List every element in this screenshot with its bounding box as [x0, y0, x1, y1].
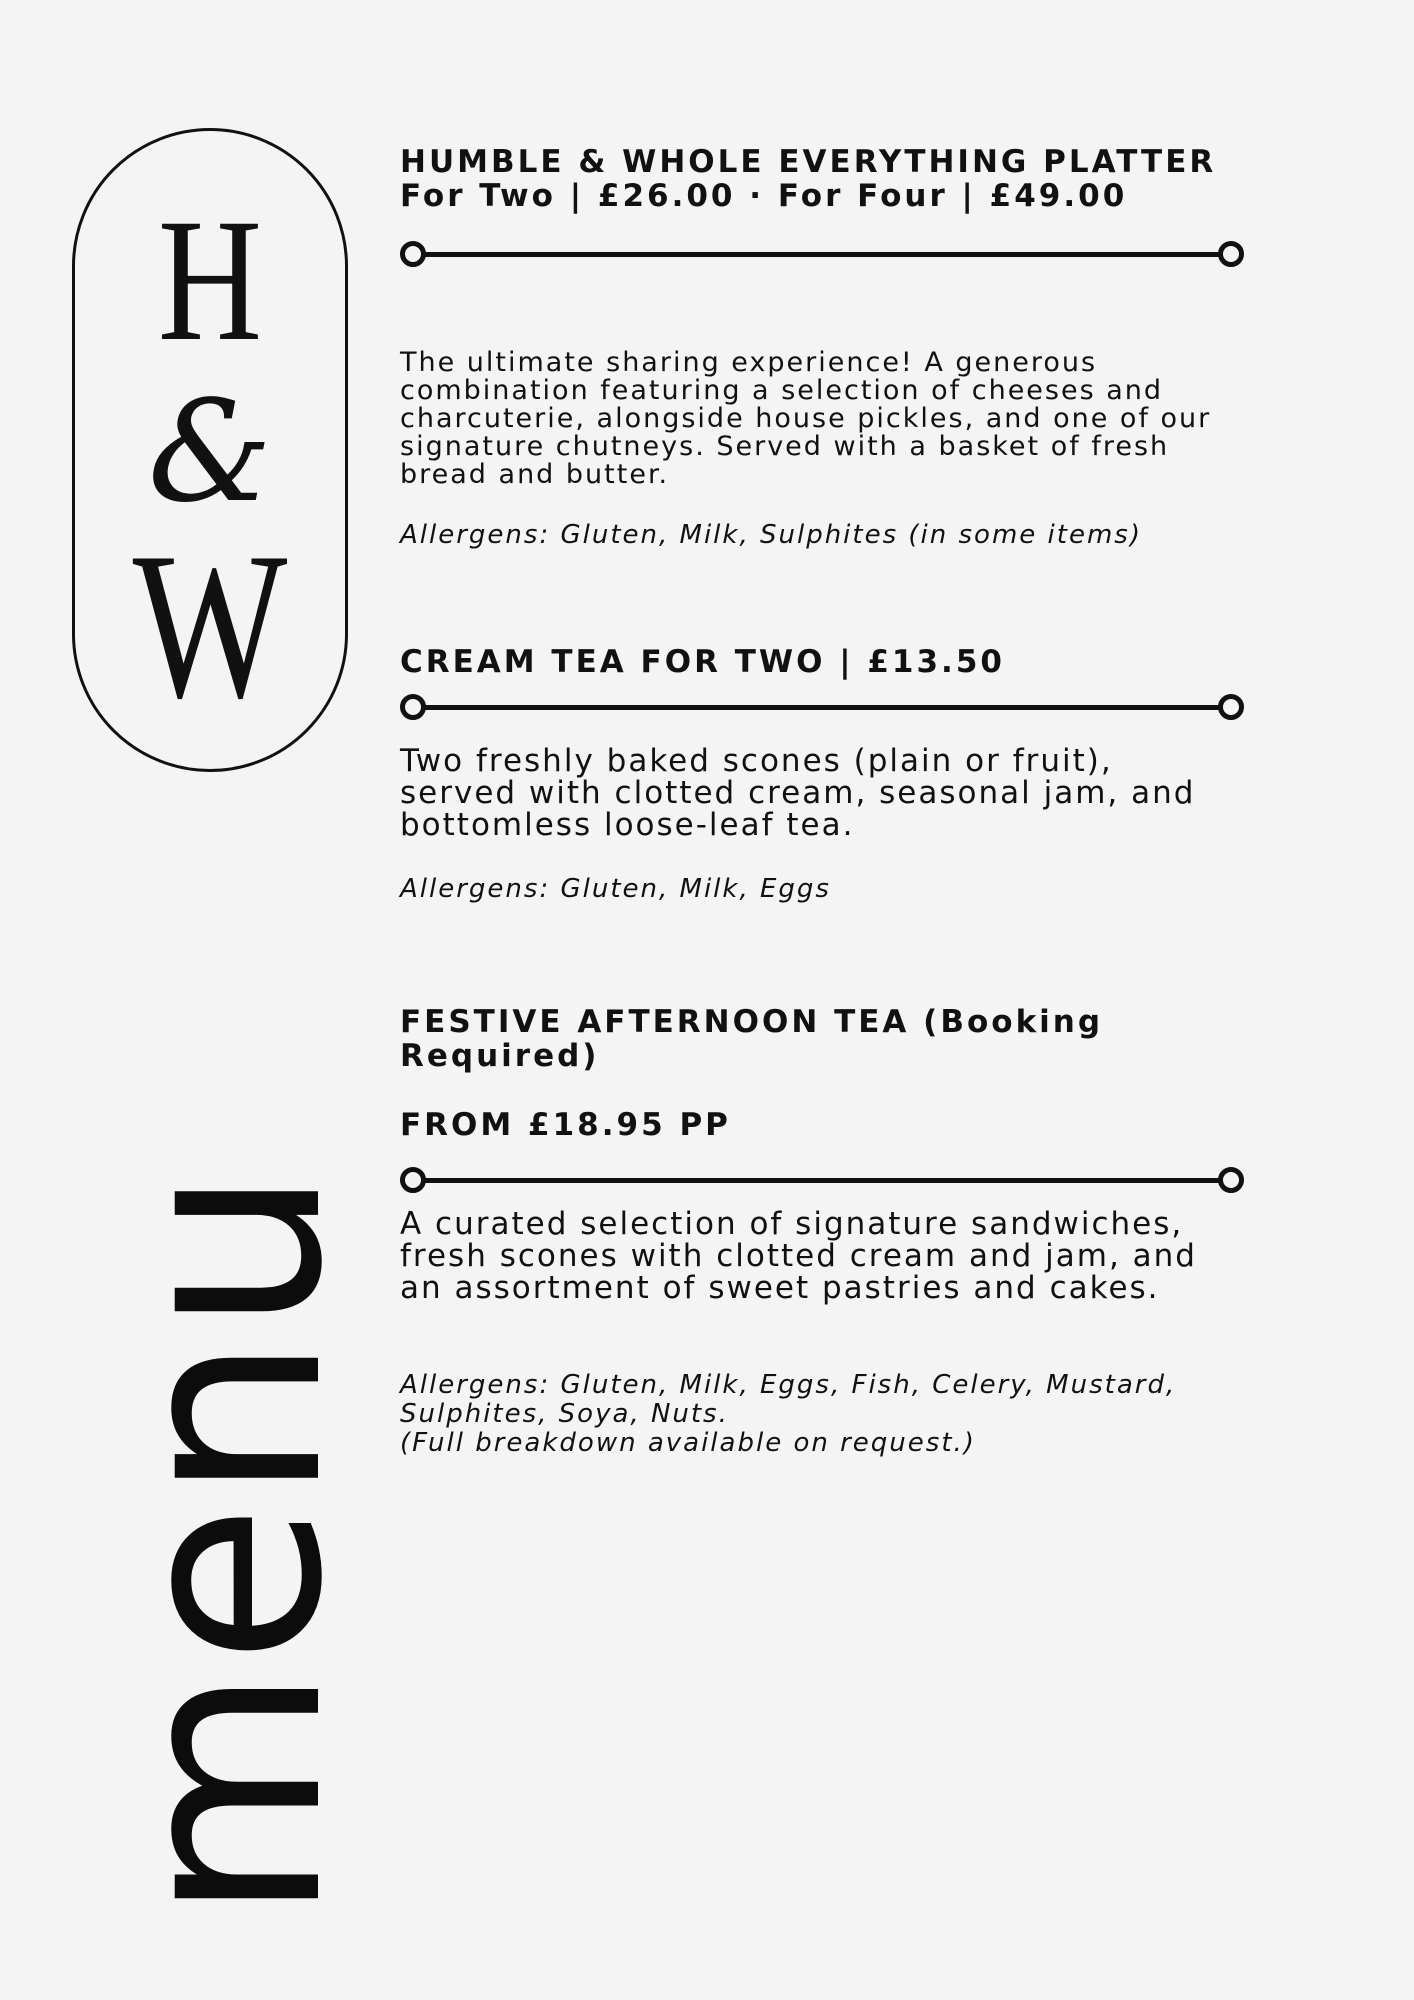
menu-side-title: menu	[75, 1165, 380, 1922]
divider-dot-left	[400, 241, 426, 267]
item-allergens: Allergens: Gluten, Milk, Eggs, Fish, Celery, Mustard, Sulphites, Soya, Nuts. (Full breakdown available on request.)	[400, 1370, 1177, 1458]
item-description: A curated selection of signature sandwiches, fresh scones with clotted cream and jam, and an assortment of sweet pastries and cakes.	[400, 1206, 1197, 1306]
item-price: FROM £18.95 PP	[400, 1107, 731, 1143]
divider-line	[413, 705, 1231, 710]
divider-dot-right	[1218, 241, 1244, 267]
divider	[400, 694, 1244, 720]
divider	[400, 1167, 1244, 1193]
item-allergens: Allergens: Gluten, Milk, Eggs	[400, 874, 831, 904]
divider-dot-right	[1218, 1167, 1244, 1193]
item-title: CREAM TEA FOR TWO | £13.50	[400, 644, 1005, 680]
divider-line	[413, 1178, 1231, 1183]
logo-ampersand: &	[147, 371, 273, 534]
divider-dot-left	[400, 694, 426, 720]
item-allergens: Allergens: Gluten, Milk, Sulphites (in some items)	[400, 520, 1142, 550]
item-description: Two freshly baked scones (plain or fruit), served with clotted cream, seasonal jam, and bottomless loose-leaf tea.	[400, 743, 1196, 843]
item-title: HUMBLE & WHOLE EVERYTHING PLATTER	[400, 144, 1217, 180]
logo-badge	[72, 128, 348, 772]
divider-line	[413, 252, 1231, 257]
logo-letter-h: H	[157, 183, 263, 378]
item-price: For Two | £26.00 · For Four | £49.00	[400, 178, 1128, 214]
logo-letter-w: W	[132, 510, 288, 742]
item-description: The ultimate sharing experience! A generous combination featuring a selection of cheeses and charcuterie, alongside house pickles, and one of our signature chutneys. Served with a basket of fresh bread and butter.	[400, 347, 1212, 490]
divider	[400, 241, 1244, 267]
item-title: FESTIVE AFTERNOON TEA (Booking Required)	[400, 1004, 1104, 1074]
divider-dot-right	[1218, 694, 1244, 720]
divider-dot-left	[400, 1167, 426, 1193]
